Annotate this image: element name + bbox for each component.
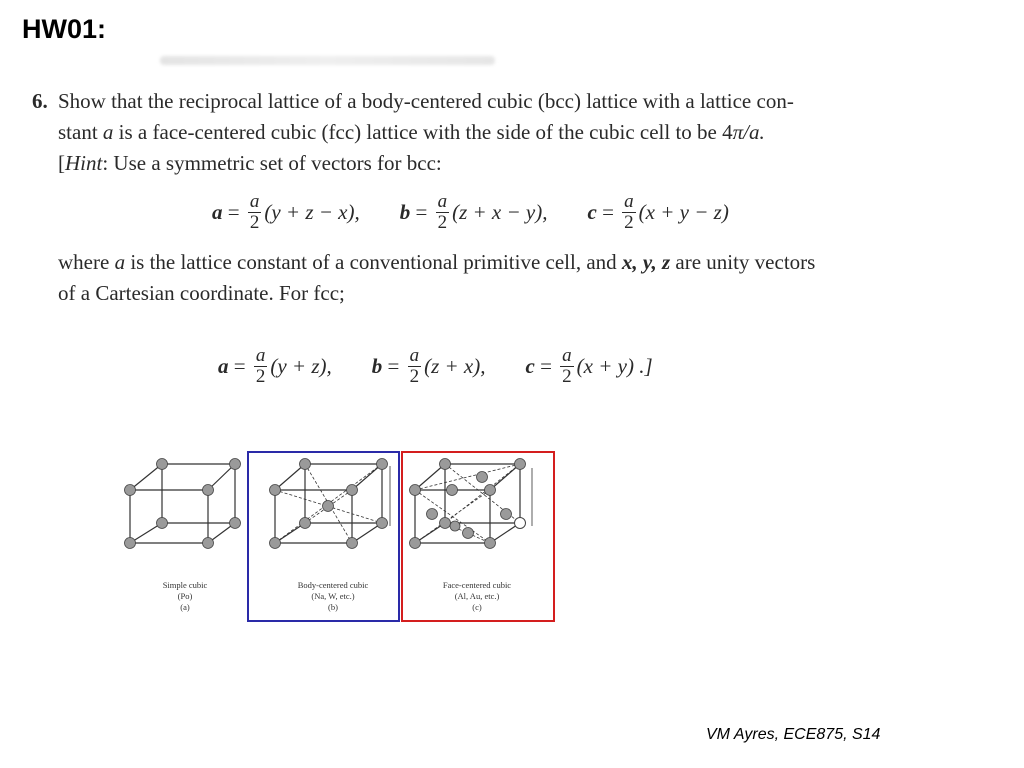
caption-fcc: Face-centered cubic (Al, Au, etc.) (c) xyxy=(442,580,512,612)
problem-line-2: stant a is a face-centered cubic (fcc) lattice with the side of the cubic cell to be 4π/a. xyxy=(58,120,765,144)
problem-line-3: [Hint: Use a symmetric set of vectors for bcc: xyxy=(58,151,442,175)
fcc-equation-b: b = $\frac{a}{2}$ (z + x), xyxy=(371,345,486,387)
fcc-equation-c: c = $\frac{a}{2}$ (x + y) .] xyxy=(525,345,653,387)
slide-title: HW01: xyxy=(22,14,107,44)
caption-simple-cubic: Simple cubic (Po) (a) xyxy=(162,580,208,612)
middle-line-1: where a is the lattice constant of a conventional primitive cell, and x, y, z are unity vectors xyxy=(58,250,816,274)
fraction: $\frac{a}{2}$ xyxy=(409,345,420,387)
middle-line-2: of a Cartesian coordinate. For fcc; xyxy=(58,281,345,305)
fraction: $\frac{a}{2}$ xyxy=(437,191,448,233)
bcc-equation-c: c = $\frac{a}{2}$ (x + y − z) xyxy=(587,191,729,233)
fcc-equations xyxy=(218,346,693,387)
problem-line-1: 6. Show that the reciprocal lattice of a body-centered cubic (bcc) lattice with a lattice con- xyxy=(32,86,962,117)
fcc-equation-a: a = $\frac{a}{2}$ (y + z), xyxy=(218,345,332,387)
fraction: $\frac{a}{2}$ xyxy=(249,191,260,233)
problem-statement xyxy=(32,86,962,179)
bcc-equation-b: b = $\frac{a}{2}$ (z + x − y), xyxy=(399,191,548,233)
caption-bcc: Body-centered cubic (Na, W, etc.) (b) xyxy=(297,580,369,612)
fraction: $\frac{a}{2}$ xyxy=(255,345,266,387)
fraction: $\frac{a}{2}$ xyxy=(624,191,634,233)
problem-number: 6. xyxy=(32,89,48,113)
footer-credit: VM Ayres, ECE875, S14 xyxy=(706,726,881,743)
bcc-equations xyxy=(212,192,769,233)
fraction: $\frac{a}{2}$ xyxy=(562,345,572,387)
bcc-equation-a: a = $\frac{a}{2}$ (y + z − x), xyxy=(212,191,360,233)
simple-cubic-diagram xyxy=(130,464,235,543)
middle-paragraph xyxy=(58,247,958,309)
faded-text-line xyxy=(160,56,495,65)
